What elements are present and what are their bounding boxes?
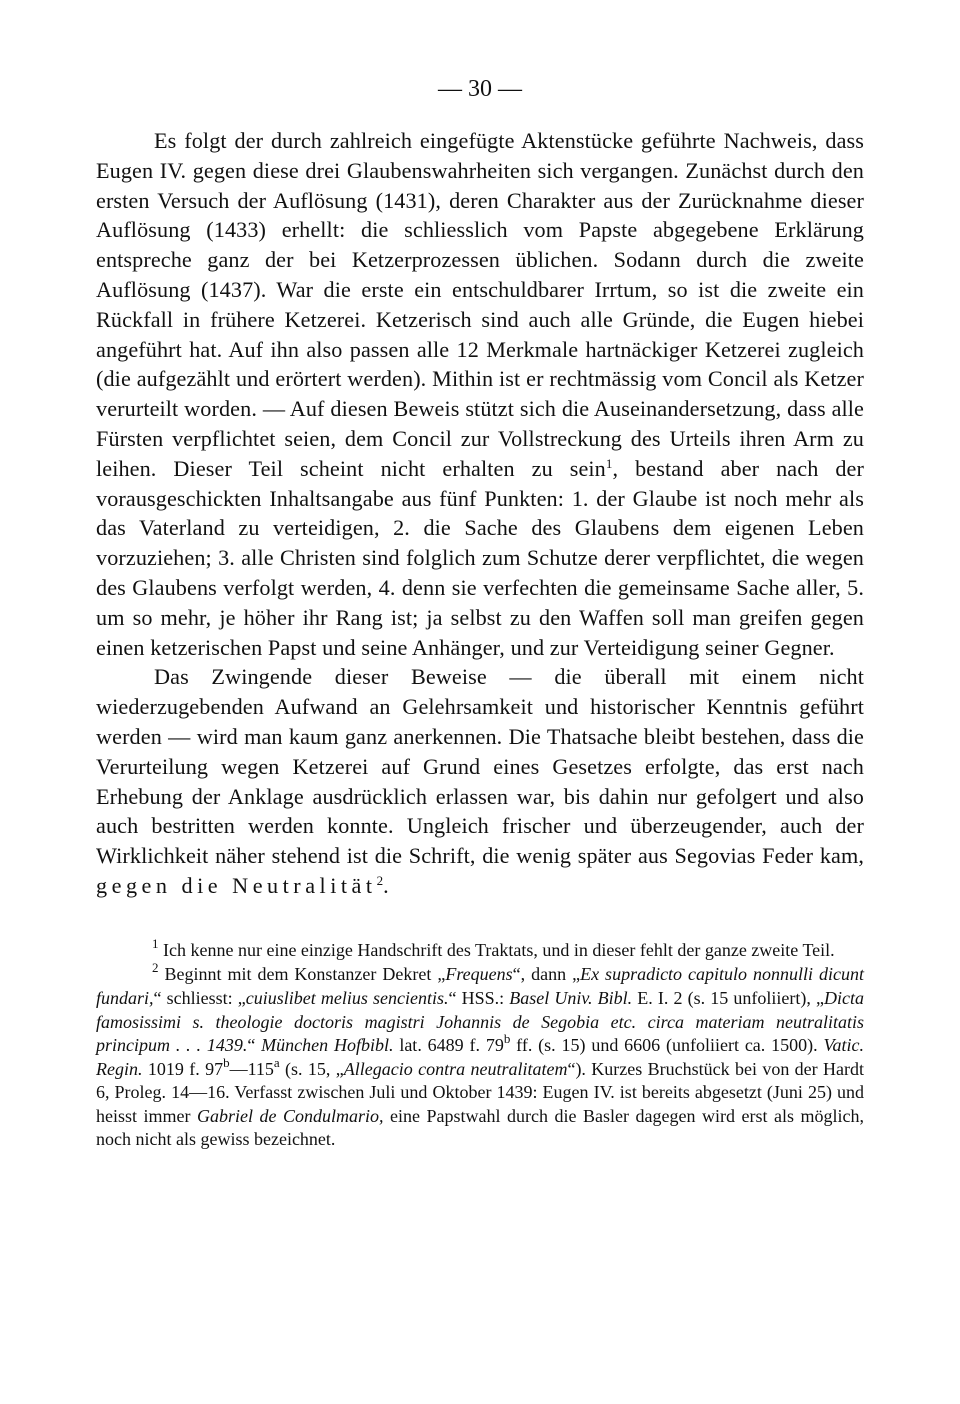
footnote-1-marker: 1 — [152, 935, 159, 951]
footnote-1 — [96, 935, 864, 963]
manuscript-vatic: Vatic. Regin. — [96, 1035, 864, 1079]
page-number: — 30 — — [438, 76, 522, 102]
footnote-ref-1: 1 — [605, 455, 613, 471]
manuscript-basel: Basel Univ. Bibl. — [509, 987, 633, 1008]
footnote-2-text: “ HSS.: — [448, 987, 510, 1008]
spaced-title-neutralitaet: gegen die Neutralität — [96, 872, 377, 898]
footnote-2-text: E. I. 2 (s. 15 unfoliiert), „ — [632, 987, 825, 1008]
footnote-2-text: eine Papstwahl durch die Basler dagegen wird erst als möglich, noch nicht als gewiss bezeichnet. — [96, 1105, 864, 1150]
footnote-2 — [96, 960, 865, 1152]
paragraph-2-text-a: Das Zwingende dieser Beweise — die überall mit einem nicht wiederzugebenden Aufwand an Gelehrsamkeit und historischer Kenntnis geführt werden — wird man kaum ganz anerkennen. Die Thatsache bleibt bestehen, dass die Verurteilung wegen Ketzerei auf Grund eines Gesetzes erfolgte, das erst nach Erhebung der Anklage ausdrücklich erlassen war, bis dahin nur gefolgert und also auch bestritten werden konnte. Ungleich frischer und überzeugender, auch der Wirklichkeit näher stehend ist die Schrift, die wenig später aus Segovias Feder kam, — [96, 664, 864, 869]
paragraph-1-text-a: Es folgt der durch zahlreich eingefügte Aktenstücke geführte Nachweis, dass Eugen IV. gegen diese drei Glaubenswahrheiten sich vergangen. Zunächst durch den ersten Versuch der Auflösung (1431), deren Charakter aus der Zurücknahme dieser Auflösung (1433) erhellt: die schliesslich vom Papste abgegebene Erklärung entspreche ganz der bei Ketzerprozessen üblichen. Sodann durch die zweite Auflösung (1437). War die erste ein entschuldbarer Irrtum, so ist die zweite ein Rückfall in frühere Ketzerei. Ketzerisch sind auch alle Gründe, die Eugen hiebei angeführt hat. Auf ihn also passen alle 12 Merkmale hartnäckiger Ketzerei zugleich (die aufgezählt und erörtert werden). Mithin ist er rechtmässig vom Concil als Ketzer verurteilt worden. — Auf diesen Beweis stützt sich die Auseinandersetzung, dass alle Fürsten verpflichtet seien, dem Concil zur Vollstreckung des Urteils ihren Arm zu leihen. Dieser Teil scheint nicht erhalten zu sein — [96, 128, 864, 481]
footnote-2-text: lat. 6489 f. 79 — [393, 1035, 504, 1056]
footnote-1-text: Ich kenne nur eine einzige Handschrift des Traktats, und in dieser fehlt der ganze zweite Teil. — [158, 939, 835, 960]
footnote-2-text: “ — [247, 1035, 262, 1056]
footnote-2-text: Beginnt mit dem Konstanzer Dekret „ — [158, 964, 446, 985]
footnote-2-text: “). Kurzes Bruchstück bei von der Hardt 6, Proleg. 14—16. Verfasst zwischen Juli und Oktober 1439: Eugen IV. ist bereits abgesetzt (Juni 25) und heisst immer — [96, 1058, 864, 1126]
main-text — [96, 126, 864, 901]
footnote-2-text: 1019 f. 97 — [142, 1058, 224, 1079]
footnote-2-text: —115 — [229, 1058, 274, 1079]
citation-dicta: Dicta famosissimi s. theologie doctoris magistri Johannis de Segobia etc. circa materiam neutralitatis principum . . . 1439. — [96, 987, 865, 1056]
name-gabriel: Gabriel de Condulmario, — [197, 1105, 384, 1126]
paragraph-2-text-b: . — [383, 872, 389, 898]
manuscript-muenchen: München Hofbibl. — [261, 1035, 394, 1056]
folio-superscript: b — [223, 1054, 230, 1070]
footnote-ref-2: 2 — [376, 872, 384, 888]
citation-frequens: Frequens — [445, 964, 513, 985]
footnote-2-text: ff. (s. 15) und 6606 (unfoliiert ca. 1500). — [510, 1035, 824, 1056]
footnote-2-text: (s. 15, „ — [279, 1058, 344, 1079]
folio-superscript: b — [503, 1031, 511, 1047]
citation-incipit: Ex supradicto capitulo nonnulli dicunt fundari, — [96, 964, 864, 1008]
citation-allegacio: Allegacio contra neutralitatem — [343, 1058, 568, 1079]
footnote-2-text: “, dann „ — [512, 964, 581, 985]
paragraph-1-text-b: , bestand aber nach der vorausgeschickten Inhaltsangabe aus fünf Punkten: 1. der Glaube ist noch mehr als das Vaterland zu verteidigen, 2. die Sache des Glaubens dem eigenen Leben vorzuziehen; 3. alle Christen sind folglich zum Schutze derer verpflichtet, die wegen des Glaubens verfolgt werden, 4. denn sie verfechten die gemeinsame Sache aller, 5. um so mehr, je höher ihr Rang ist; ja selbst zu den Waffen soll man greifen gegen einen ketzerischen Papst und seine Anhänger, und zur Verteidigung seiner Gegner. — [96, 455, 864, 660]
footnote-2-marker: 2 — [152, 960, 159, 976]
paragraph-1 — [96, 126, 864, 662]
footnote-2-text: “ schliesst: „ — [153, 987, 246, 1008]
paragraph-2 — [96, 662, 864, 900]
citation-explicit: cuiuslibet melius sencientis. — [245, 987, 449, 1008]
footnotes — [96, 935, 865, 1152]
folio-superscript: a — [273, 1054, 280, 1070]
book-page — [96, 74, 864, 1152]
